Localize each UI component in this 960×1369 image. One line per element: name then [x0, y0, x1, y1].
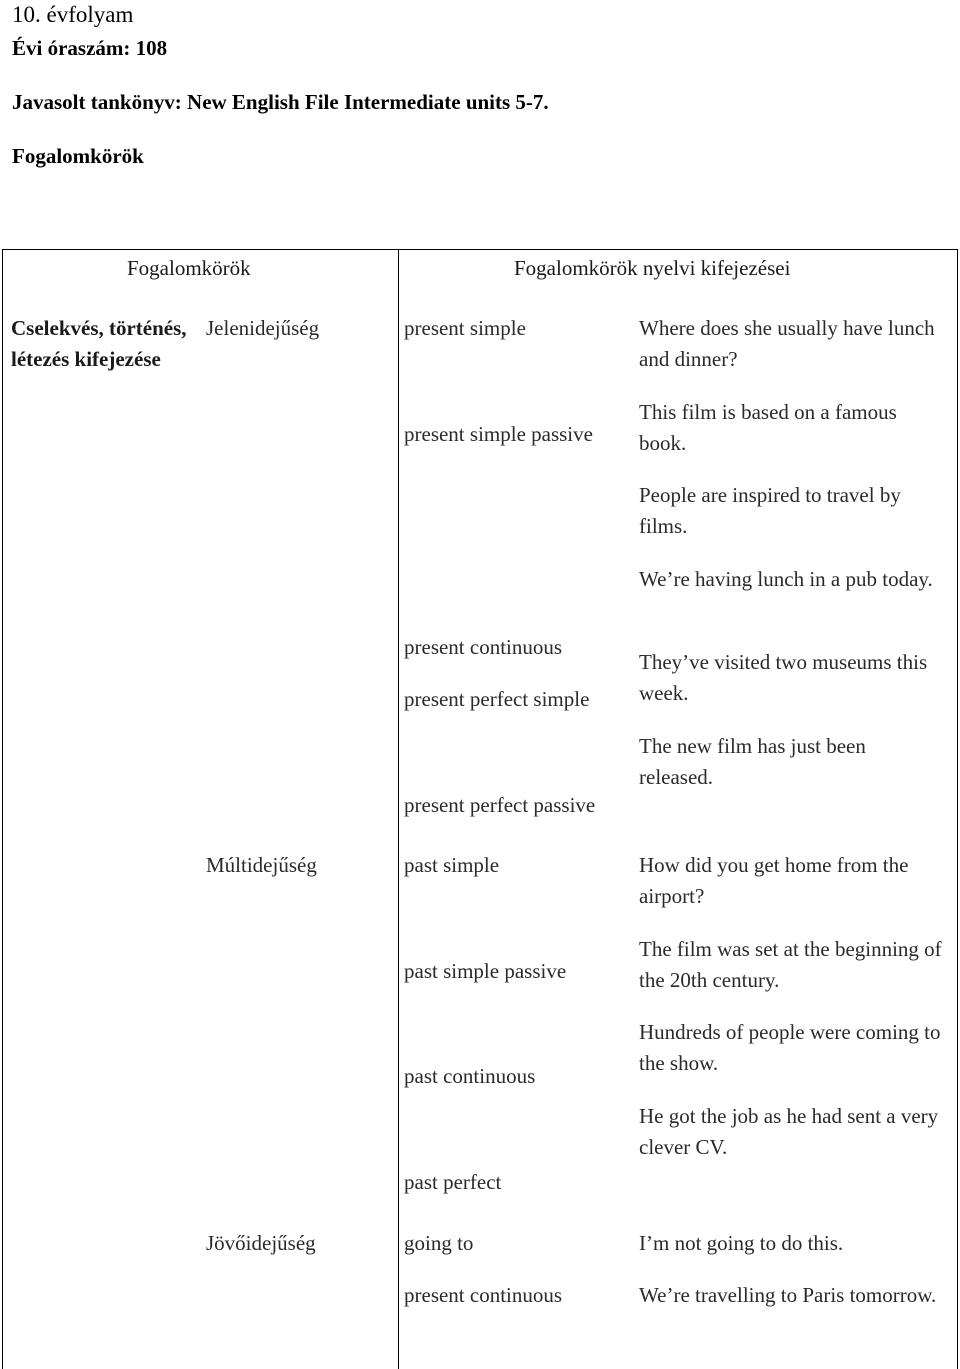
table-right-border: [957, 249, 958, 1369]
col-header-expressions: Fogalomkörök nyelvi kifejezései: [514, 256, 791, 280]
example-sentence: This film is based on a famous book.: [639, 400, 897, 455]
textbook-heading: Javasolt tankönyv: New English File Intermediate units 5-7.: [12, 90, 549, 114]
subcategory-future: Jövőidejűség: [206, 1231, 316, 1255]
grammar-item: present perfect passive: [404, 793, 596, 817]
example-sentence: The new film has just been released.: [639, 734, 866, 789]
example-sentence: People are inspired to travel by films.: [639, 483, 901, 538]
grammar-item: present continuous: [404, 1283, 563, 1307]
example-sentence: We’re having lunch in a pub today.: [639, 567, 933, 591]
category-label: Cselekvés, történés, létezés kifejezése: [11, 316, 187, 371]
example-sentence: They’ve visited two museums this week.: [639, 650, 928, 705]
table-top-border: [2, 249, 958, 250]
example-sentence: I’m not going to do this.: [639, 1231, 844, 1255]
grammar-item: present simple passive: [404, 422, 593, 446]
example-sentence: Where does she usually have lunch and dinner?: [639, 316, 935, 371]
section-heading: Fogalomkörök: [12, 144, 144, 168]
col-header-concepts: Fogalomkörök: [127, 256, 251, 280]
grammar-item: past continuous: [404, 1064, 536, 1088]
grammar-item: past simple passive: [404, 959, 567, 983]
grammar-item: present continuous: [404, 635, 563, 659]
hours-heading: Évi óraszám: 108: [12, 36, 168, 60]
table-column-divider: [398, 249, 399, 1369]
table-left-border: [2, 249, 3, 1369]
example-sentence: He got the job as he had sent a very clever CV.: [639, 1104, 939, 1159]
grammar-item: going to: [404, 1231, 474, 1255]
example-sentence: How did you get home from the airport?: [639, 853, 909, 908]
subcategory-past: Múltidejűség: [206, 853, 317, 877]
grammar-item: present simple: [404, 316, 526, 340]
example-sentence: We’re travelling to Paris tomorrow.: [639, 1283, 937, 1307]
grammar-item: present perfect simple: [404, 687, 590, 711]
example-sentence: The film was set at the beginning of the 20th century.: [639, 937, 942, 992]
grammar-item: past perfect: [404, 1170, 502, 1194]
subcategory-present: Jelenidejűség: [206, 316, 320, 340]
example-sentence: Hundreds of people were coming to the show.: [639, 1020, 941, 1075]
grade-heading: 10. évfolyam: [12, 2, 134, 27]
grammar-item: past simple: [404, 853, 500, 877]
